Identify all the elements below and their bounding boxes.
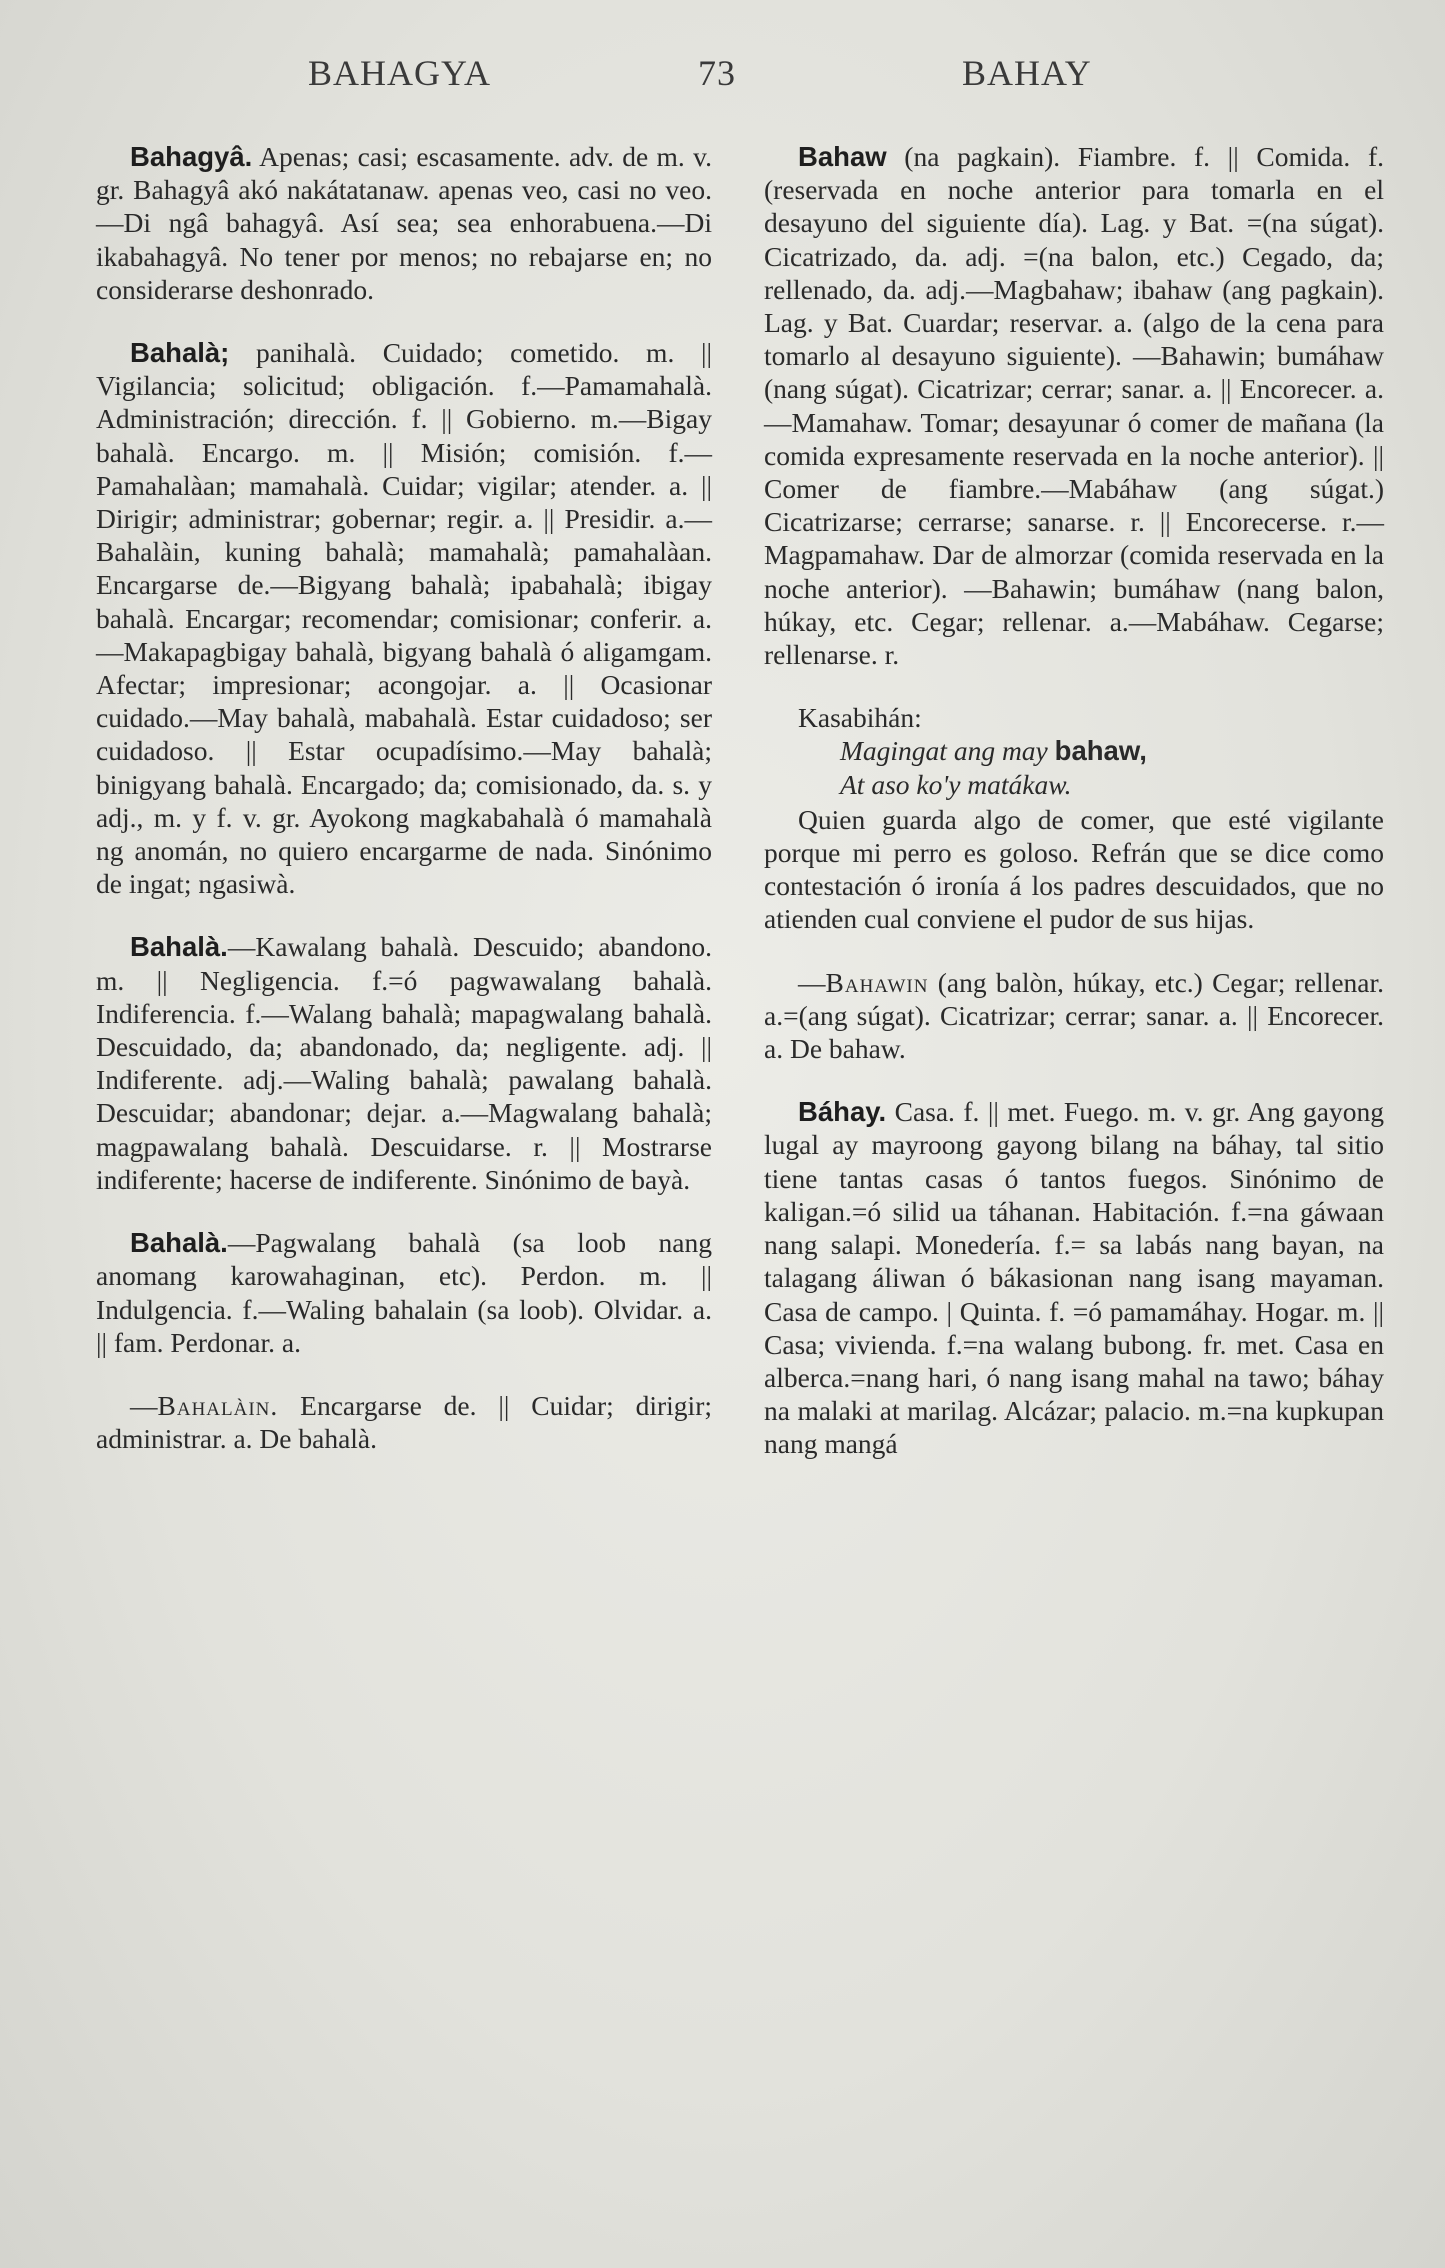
proverb-line-1: Magingat ang may bahaw, [840, 735, 1147, 767]
entry-bahala-2 [96, 930, 712, 1196]
entry-definition: Encargarse de. || Cuidar; dirigir; administrar. a. De bahalà. [96, 1389, 712, 1455]
entry-headword: Bahalà; [130, 337, 230, 369]
entry-headword: Báhay. [798, 1096, 887, 1128]
entry-bahagya [96, 140, 712, 306]
entry-bahay [764, 1095, 1384, 1460]
entry-dash: — [130, 1389, 158, 1421]
page-header [0, 52, 1445, 102]
page-number: 73 [698, 53, 736, 93]
proverb-block [764, 701, 1384, 935]
header-left-guideword: BAHAGYA [308, 53, 492, 93]
entry-headword: Bahagyâ. [130, 141, 253, 172]
entry-bahalain [96, 1389, 712, 1455]
entry-definition: panihalà. Cuidado; cometido. m. || Vigilancia; solicitud; obligación. f.—Pamamahalà. Administración; dirección. f. || Gobierno. m.—Bigay bahalà. Encargo. m. || Misión; comisión. f.—Pamahalàan; mamahalà. Cuidar; vigilar; atender. a. || Dirigir; administrar; gobernar; regir. a. || Presidir. a.—Bahalàin, kuning bahalà; mamahalà; pamahalàan. Encargarse de.—Bigyang bahalà; ipabahalà; ibigay bahalà. Encargar; recomendar; comisionar; conferir. a.—Makapagbigay bahalà, bigyang bahalà ó aligamgam. Afectar; impresionar; acongojar. a. || Ocasionar cuidado.—May bahalà, mabahalà. Estar cuidadoso; ser cuidadoso. || Estar ocupadísimo.—May bahalà; binigyang bahalà. Encargado; da; comisionado, da. s. y adj., m. y f. v. gr. Ayokong magkabahalà ó mamahalà ng anomán, no quiero encargarme de nada. Sinónimo de ingat; ngasiwà. [96, 337, 712, 900]
header-right-guideword: BAHAY [962, 53, 1092, 93]
entry-definition: Apenas; casi; escasamente. adv. de m. v. gr. Bahagyâ akó nakátatanaw. apenas veo, casi no veo.—Di ngâ bahagyâ. Así sea; sea enhorabuena.—Di ikabahagyâ. No tener por menos; no rebajarse en; no considerarse deshonrado. [96, 141, 712, 305]
entry-dash: — [798, 966, 826, 998]
entry-headword: Bahaw [798, 141, 887, 172]
entry-bahala-3 [96, 1226, 712, 1359]
entry-headword: Bahalàin. [157, 1389, 279, 1421]
entry-headword: Bahalà. [130, 1227, 228, 1259]
entry-bahala-1 [96, 336, 712, 900]
entry-bahawin [764, 966, 1384, 1066]
entry-bahaw [764, 140, 1384, 671]
left-column [96, 140, 712, 1485]
entry-definition: —Pagwalang bahalà (sa loob nang anomang karowahaginan, etc). Perdon. m. || Indulgencia. f.—Waling bahalain (sa loob). Olvidar. a. || fam. Perdonar. a. [96, 1227, 712, 1358]
proverb-title: Kasabihán: [798, 702, 922, 734]
entry-definition: Casa. f. || met. Fuego. m. v. gr. Ang gayong lugal ay mayroong gayong bilang na báhay, tal sitio tiene tantas casas ó tantos fuegos. Sinónimo de kaligan.=ó silid ua táhanan. Habitación. f.=na gáwaan nang salapi. Monedería. f.= sa labás nang bayan, na talagang áliwan ó bákasionan nang isang mayaman. Casa de campo. | Quinta. f. =ó pamamáhay. Hogar. m. || Casa; vivienda. f.=na walang bubong. fr. met. Casa en alberca.=nang hari, ó nang isang mahal na tawo; báhay na malaki at marilag. Alcázar; palacio. m.=na kupkupan nang mangá [764, 1096, 1384, 1460]
entry-definition: —Kawalang bahalà. Descuido; abandono. m. || Negligencia. f.=ó pagwawalang bahalà. Indiferencia. f.—Walang bahalà; mapagwalang bahalà. Descuidado, da; abandonado, da; negligente. adj. || Indiferente. adj.—Waling bahalà; pawalang bahalà. Descuidar; abandonar; dejar. a.—Magwalang bahalà; magpawalang bahalà. Descuidarse. r. || Mostrarse indiferente; hacerse de indiferente. Sinónimo de bayà. [96, 931, 712, 1195]
entry-definition: (ang balòn, húkay, etc.) Cegar; rellenar. a.=(ang súgat). Cicatrizar; cerrar; sanar. a. || Encorecer. a. De bahaw. [764, 966, 1384, 1065]
right-column [764, 140, 1384, 1491]
entry-headword: Bahalà. [130, 931, 228, 963]
proverb-line-2: At aso ko'y matákaw. [840, 768, 1072, 800]
entry-headword: Bahawin [825, 966, 929, 998]
entry-definition: (na pagkain). Fiambre. f. || Comida. f. (reservada en noche anterior para tomarla en el desayuno del siguiente día). Lag. y Bat. =(na súgat). Cicatrizado, da. adj. =(na balon, etc.) Cegado, da; rellenado, da. adj.—Magbahaw; ibahaw (ang pagkain). Lag. y Bat. Cuardar; reservar. a. (algo de la cena para tomarlo al desayuno siguiente). —Bahawin; bumáhaw (nang súgat). Cicatrizar; cerrar; sanar. a. || Encorecer. a.—Mamahaw. Tomar; desayunar ó comer de mañana (la comida expresamente reservada en la noche anterior). || Comer de fiambre.—Mabáhaw (ang súgat.) Cicatrizarse; cerrarse; sanarse. r. || Encorecerse. r.—Magpamahaw. Dar de almorzar (comida reservada en la noche anterior). —Bahawin; bumáhaw (nang balon, húkay, etc. Cegar; rellenar. a.—Mabáhaw. Cegarse; rellenarse. r. [764, 141, 1384, 671]
proverb-explanation: Quien guarda algo de comer, que esté vigilante porque mi perro es goloso. Refrán que se dice como contestación ó ironía á los padres descuidados, que no atienden cual conviene el pudor de sus hijas. [764, 803, 1384, 935]
